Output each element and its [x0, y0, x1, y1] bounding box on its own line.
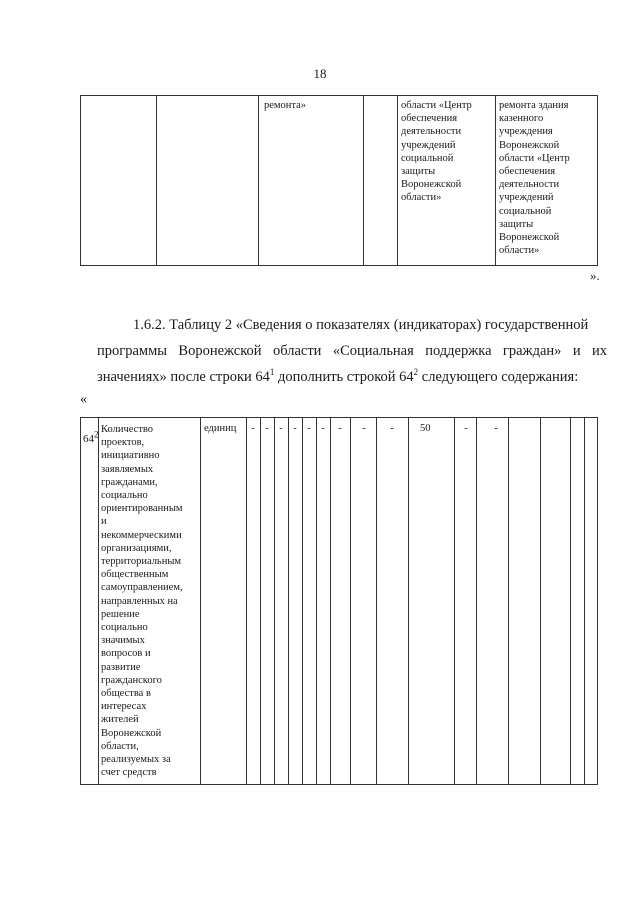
col-divider [80, 95, 81, 266]
col-divider [200, 417, 201, 785]
value-cell: - [338, 423, 342, 434]
col-divider [350, 417, 351, 785]
col-divider [80, 417, 81, 785]
paragraph-line-2: программы Воронежской области «Социальная поддержка граждан» и их [97, 343, 607, 359]
table-bottom-border [80, 784, 598, 785]
col-divider [584, 417, 585, 785]
paragraph-body [97, 338, 607, 390]
col-divider [316, 417, 317, 785]
value-cell: - [279, 423, 283, 434]
col-divider [408, 417, 409, 785]
opening-quote: « [80, 392, 87, 407]
col-divider [597, 417, 598, 785]
col-divider [476, 417, 477, 785]
col-divider [508, 417, 509, 785]
value-cell: - [362, 423, 366, 434]
col-divider [454, 417, 455, 785]
col-divider [288, 417, 289, 785]
paragraph-line-1: 1.6.2. Таблицу 2 «Сведения о показателях (индикаторах) государственной [133, 317, 589, 333]
region-center-cell: области «Центр обеспечения деятельности учреждений социальной защиты Воронежской области» [401, 100, 472, 204]
col-divider [495, 95, 496, 266]
value-cell: - [390, 423, 394, 434]
table-top-border [80, 417, 598, 418]
value-cell: - [251, 423, 255, 434]
table-top-border [80, 95, 598, 96]
repair-building-cell: ремонта здания казенного учреждения Воронежской области «Центр обеспечения деятельности учреждений социальной защиты Воронежской области» [499, 100, 570, 257]
value-cell: - [464, 423, 468, 434]
unit-cell: единиц [204, 423, 237, 434]
col-divider [246, 417, 247, 785]
repair-cell: ремонта» [264, 100, 307, 111]
col-divider [363, 95, 364, 266]
col-divider [260, 417, 261, 785]
indicator-description: Количество проектов, инициативно заявляемых гражданами, социально ориентированным и некоммерческими организациями, территориальным общественным самоуправлением, направленных на решение социально значимых вопросов и развитие гражданского общества в интересах жителей Воронежской области, реализуемых за счет средств [101, 424, 183, 779]
col-divider [98, 417, 99, 785]
col-divider [597, 95, 598, 266]
col-divider [274, 417, 275, 785]
inserted-row-table [80, 417, 598, 785]
value-cell: - [321, 423, 325, 434]
col-divider [540, 417, 541, 785]
col-divider [397, 95, 398, 266]
paragraph-line-3: значениях» после строки $64^1$ дополнить строкой $64^2$ следующего содержания: [97, 367, 579, 385]
closing-quote: ». [590, 268, 600, 283]
value-cell: - [307, 423, 311, 434]
col-divider [570, 417, 571, 785]
col-divider [302, 417, 303, 785]
value-cell: - [265, 423, 269, 434]
value-cell: - [293, 423, 297, 434]
continuation-table [80, 95, 598, 266]
col-divider [258, 95, 259, 266]
col-divider [156, 95, 157, 266]
value-cell: 50 [420, 423, 431, 434]
table-bottom-border [80, 265, 598, 266]
col-divider [376, 417, 377, 785]
col-divider [330, 417, 331, 785]
value-cell: - [494, 423, 498, 434]
page-number: 18 [313, 66, 327, 81]
row-number: $64^2$ [83, 429, 99, 445]
